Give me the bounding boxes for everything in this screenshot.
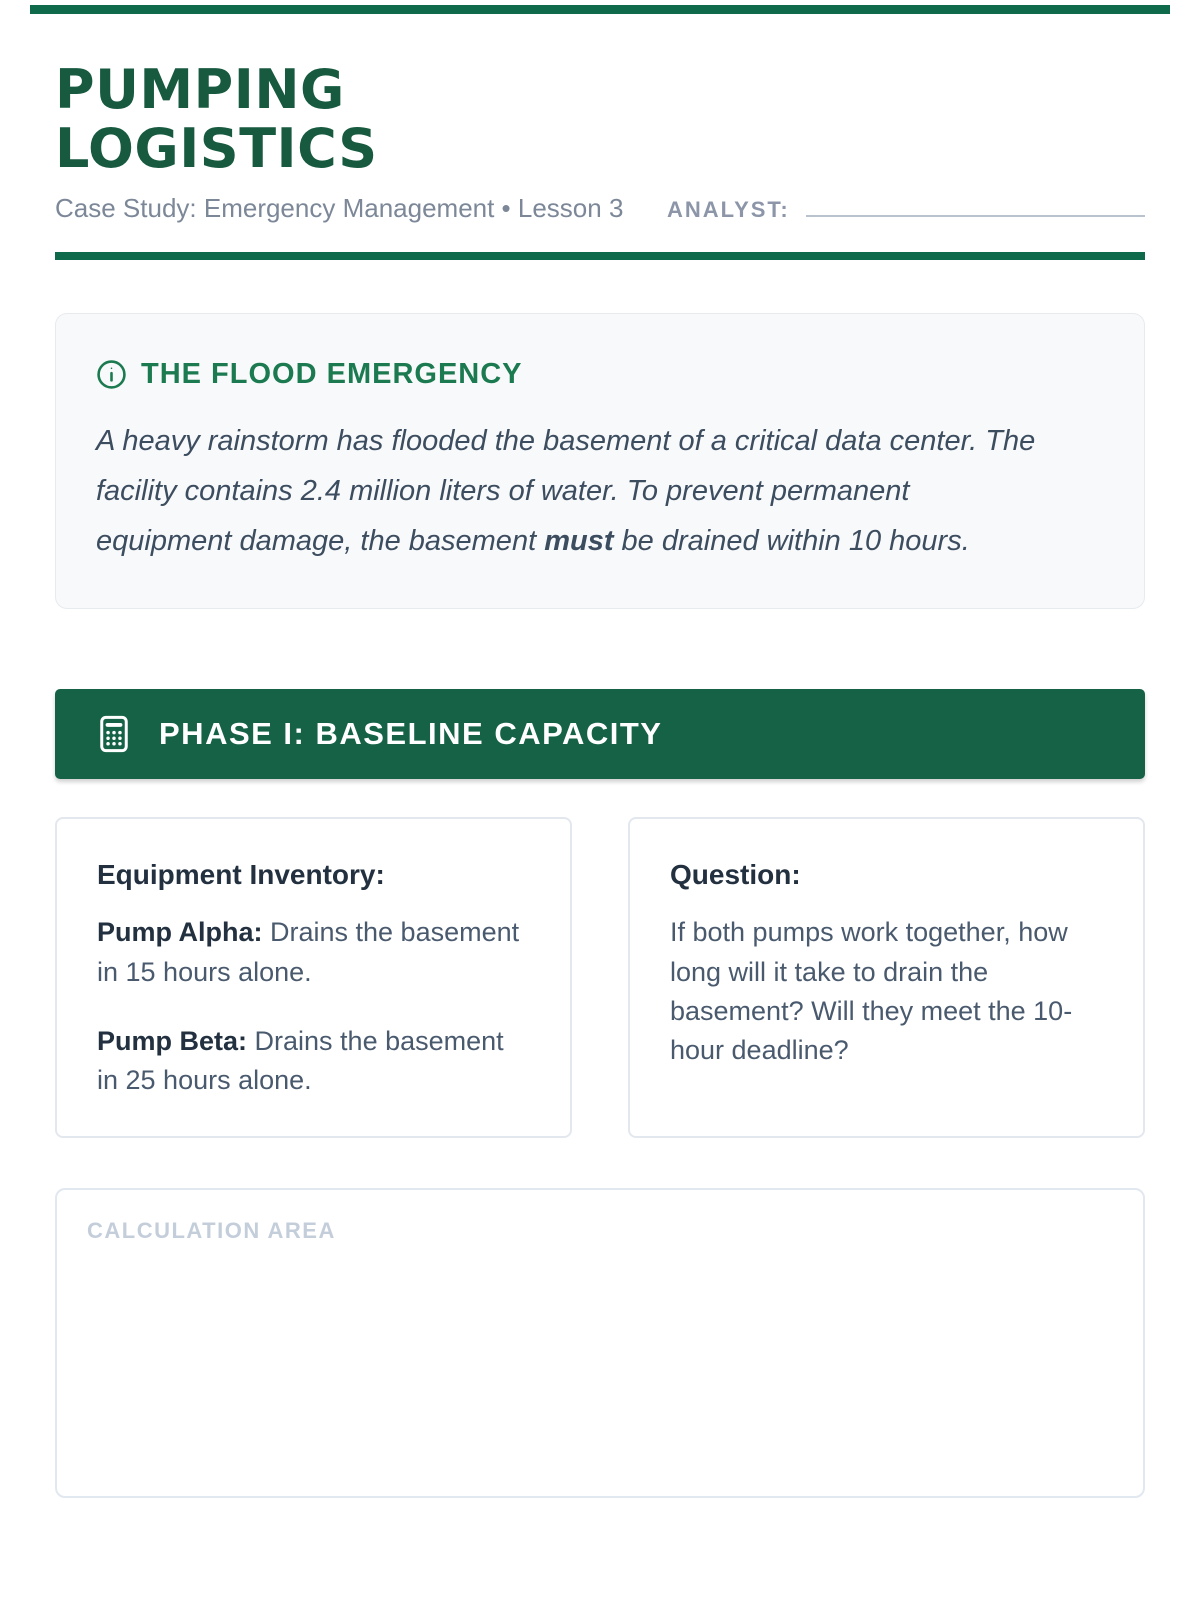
phase1-cards <box>55 817 1145 1138</box>
calculation-area-label: CALCULATION AREA <box>87 1217 336 1243</box>
pump-beta-text: Drains the basement in 25 hours alone. <box>97 1025 504 1095</box>
page-title-line2: LOGISTICS <box>55 117 378 181</box>
subtitle-row <box>55 191 1145 224</box>
page-title <box>55 60 1145 179</box>
pump-alpha-label: Pump Alpha: <box>97 917 263 948</box>
worksheet-page <box>30 5 1170 1498</box>
pump-beta-item <box>97 1022 530 1100</box>
page-title-line1: PUMPING <box>55 58 345 121</box>
equipment-inventory-card <box>55 817 572 1138</box>
scenario-heading-row <box>96 358 1104 391</box>
info-icon <box>96 359 127 390</box>
header-divider <box>55 252 1145 260</box>
pump-alpha-item <box>97 913 530 991</box>
scenario-body <box>96 417 1046 567</box>
scenario-card <box>55 313 1145 610</box>
question-text: If both pumps work together, how long will it take to drain the basement? Will they meet the 10-hour deadline? <box>670 917 1073 1065</box>
phase1-banner-title: PHASE I: BASELINE CAPACITY <box>159 716 663 752</box>
scenario-title: THE FLOOD EMERGENCY <box>141 357 523 390</box>
equipment-heading: Equipment Inventory: <box>97 859 385 891</box>
question-card <box>628 817 1145 1138</box>
calculation-area[interactable] <box>55 1188 1145 1498</box>
pump-beta-label: Pump Beta: <box>97 1025 248 1056</box>
scenario-body-text-end: be drained within 10 hours. <box>613 524 970 557</box>
header <box>55 60 1145 260</box>
pump-alpha-text: Drains the basement in 15 hours alone. <box>97 917 520 987</box>
subtitle: Case Study: Emergency Management • Lesson 3 <box>55 192 624 223</box>
scenario-body-text: A heavy rainstorm has flooded the basement of a critical data center. The facility contains 2.4 million liters of water. To prevent permanent equipment damage, the basement <box>96 424 1036 557</box>
analyst-name-blank[interactable] <box>806 191 1145 217</box>
phase1-banner <box>55 689 1145 779</box>
calculator-icon <box>93 713 135 755</box>
analyst-label: ANALYST: <box>667 196 790 222</box>
question-heading: Question: <box>670 859 801 891</box>
analyst-field-group <box>667 191 1145 223</box>
page-content <box>30 60 1170 1498</box>
scenario-body-bold: must <box>544 524 614 557</box>
